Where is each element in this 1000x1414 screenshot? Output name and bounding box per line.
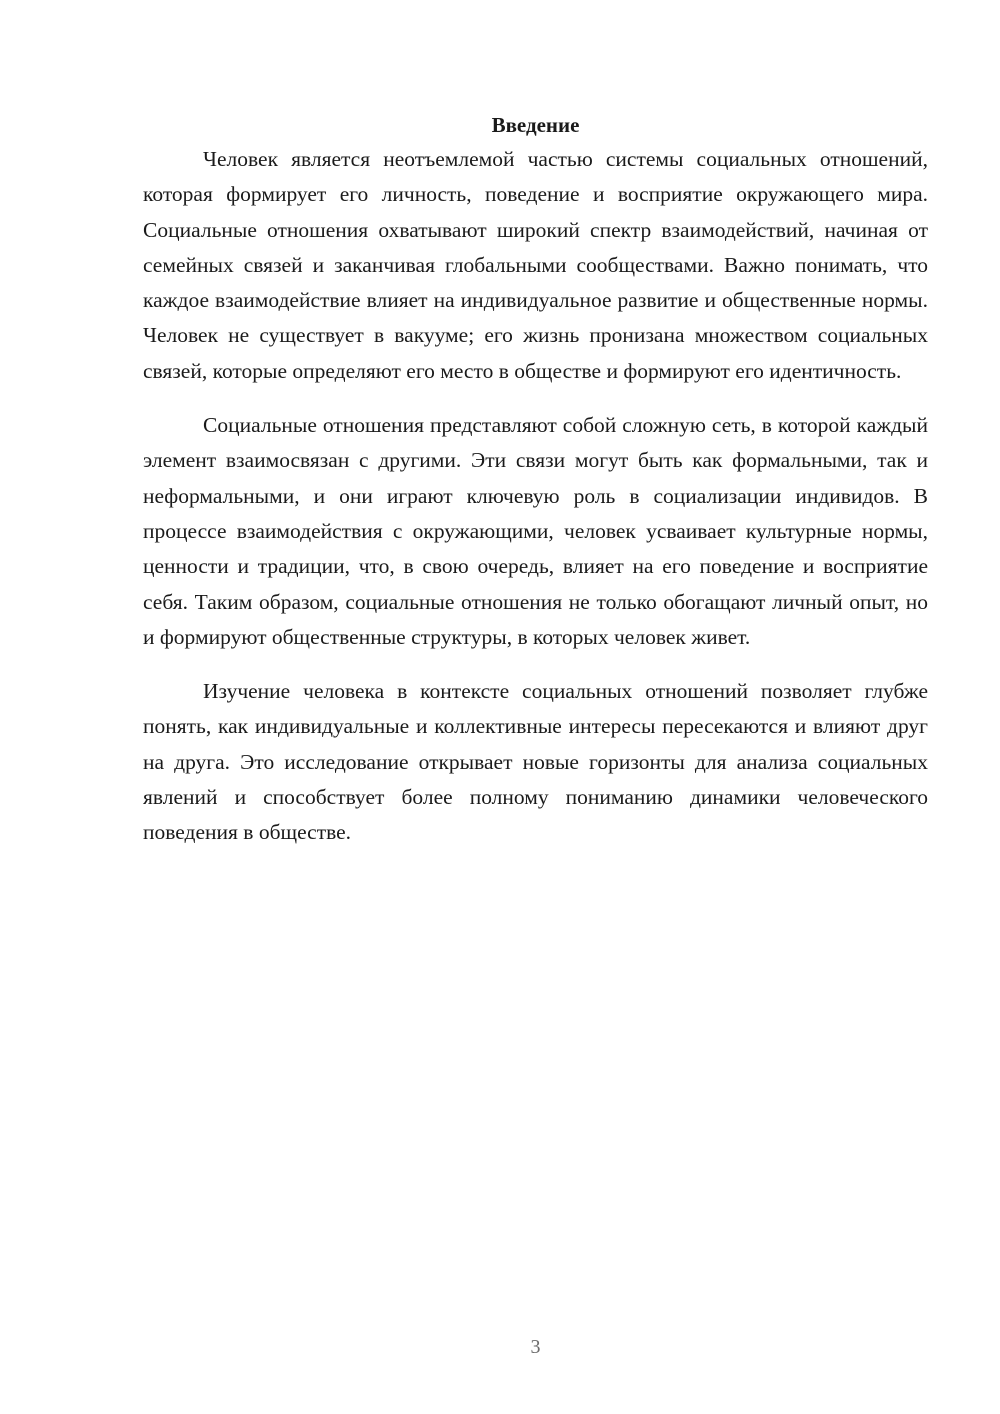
body-text <box>143 142 928 870</box>
page-number: 3 <box>530 1336 541 1358</box>
paragraph-1: Человек является неотъемлемой частью системы социальных отношений, которая формирует его личность, поведение и восприятие окружающего мира. Социальные отношения охватывают широкий спектр взаимодействий, начиная от семейных связей и заканчивая глобальными сообществами. Важно понимать, что каждое взаимодействие влияет на индивидуальное развитие и общественные нормы. Человек не существует в вакууме; его жизнь пронизана множеством социальных связей, которые определяют его место в обществе и формируют его идентичность. <box>143 147 928 383</box>
paragraph-3: Изучение человека в контексте социальных отношений позволяет глубже понять, как индивидуальные и коллективные интересы пересекаются и влияют друг на друга. Это исследование открывает новые горизонты для анализа социальных явлений и способствует более полному пониманию динамики человеческого поведения в обществе. <box>143 679 928 845</box>
paragraph-2: Социальные отношения представляют собой сложную сеть, в которой каждый элемент взаимосвязан с другими. Эти связи могут быть как формальными, так и неформальными, и они играют ключевую роль в социализации индивидов. В процессе взаимодействия с окружающими, человек усваивает культурные нормы, ценности и традиции, что, в свою очередь, влияет на его поведение и восприятие себя. Таким образом, социальные отношения не только обогащают личный опыт, но и формируют общественные структуры, в которых человек живет. <box>143 413 928 649</box>
section-heading: Введение <box>491 113 580 138</box>
